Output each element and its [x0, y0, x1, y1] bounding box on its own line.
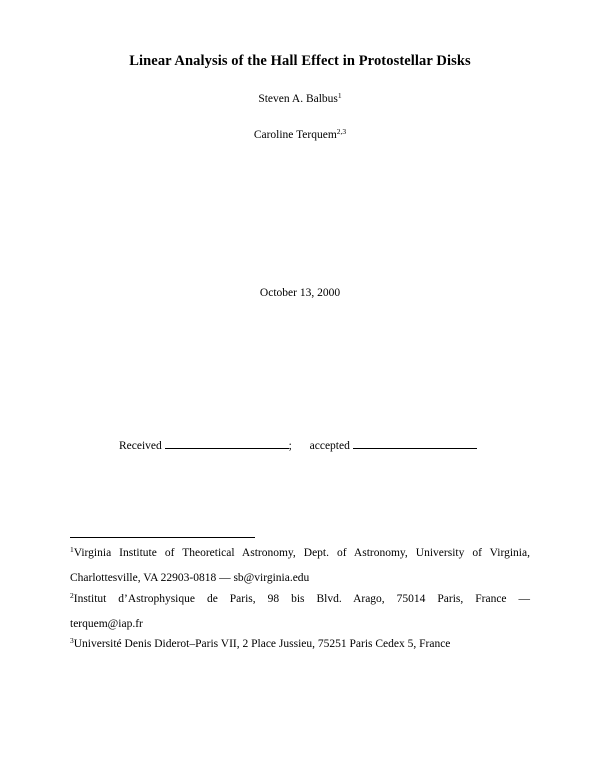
author-affiliation-mark: 2,3	[336, 127, 347, 136]
footnote-line: terquem@iap.fr	[70, 618, 143, 630]
author-affiliation-mark: 1	[337, 91, 342, 100]
accepted-blank	[353, 438, 477, 449]
footnote-mark: 1	[70, 545, 74, 554]
author-terquem	[0, 129, 600, 141]
author-name: Steven A. Balbus	[258, 93, 338, 105]
footnote-line: Charlottesville, VA 22903-0818 — sb@virginia.edu	[70, 572, 310, 584]
author-name: Caroline Terquem	[253, 129, 337, 141]
footnote-2	[70, 587, 530, 636]
paper-title: Linear Analysis of the Hall Effect in Protostellar Disks	[129, 53, 471, 69]
footnote-mark: 2	[70, 591, 74, 600]
footnote-rule	[70, 537, 255, 538]
footnote-line: $^3$Université Denis Diderot–Paris VII, 2 Place Jussieu, 75251 Paris Cedex 5, France	[70, 636, 451, 650]
accepted-label: accepted	[309, 440, 350, 452]
footnote-1	[70, 541, 530, 590]
author-balbus	[0, 93, 600, 105]
footnote-mark: 3	[70, 636, 74, 645]
paper-date: October 13, 2000	[259, 287, 341, 299]
footnote-line: $^1$Virginia Institute of Theoretical Astronomy, Dept. of Astronomy, University of Virginia,	[70, 545, 530, 559]
received-blank	[165, 438, 289, 449]
received-label: Received	[119, 440, 162, 452]
received-accepted-line	[119, 438, 477, 452]
footnote-line: $^2$Institut d’Astrophysique de Paris, 98 bis Blvd. Arago, 75014 Paris, France —	[70, 591, 530, 605]
footnote-3	[70, 632, 530, 657]
received-separator: ;	[288, 440, 292, 452]
